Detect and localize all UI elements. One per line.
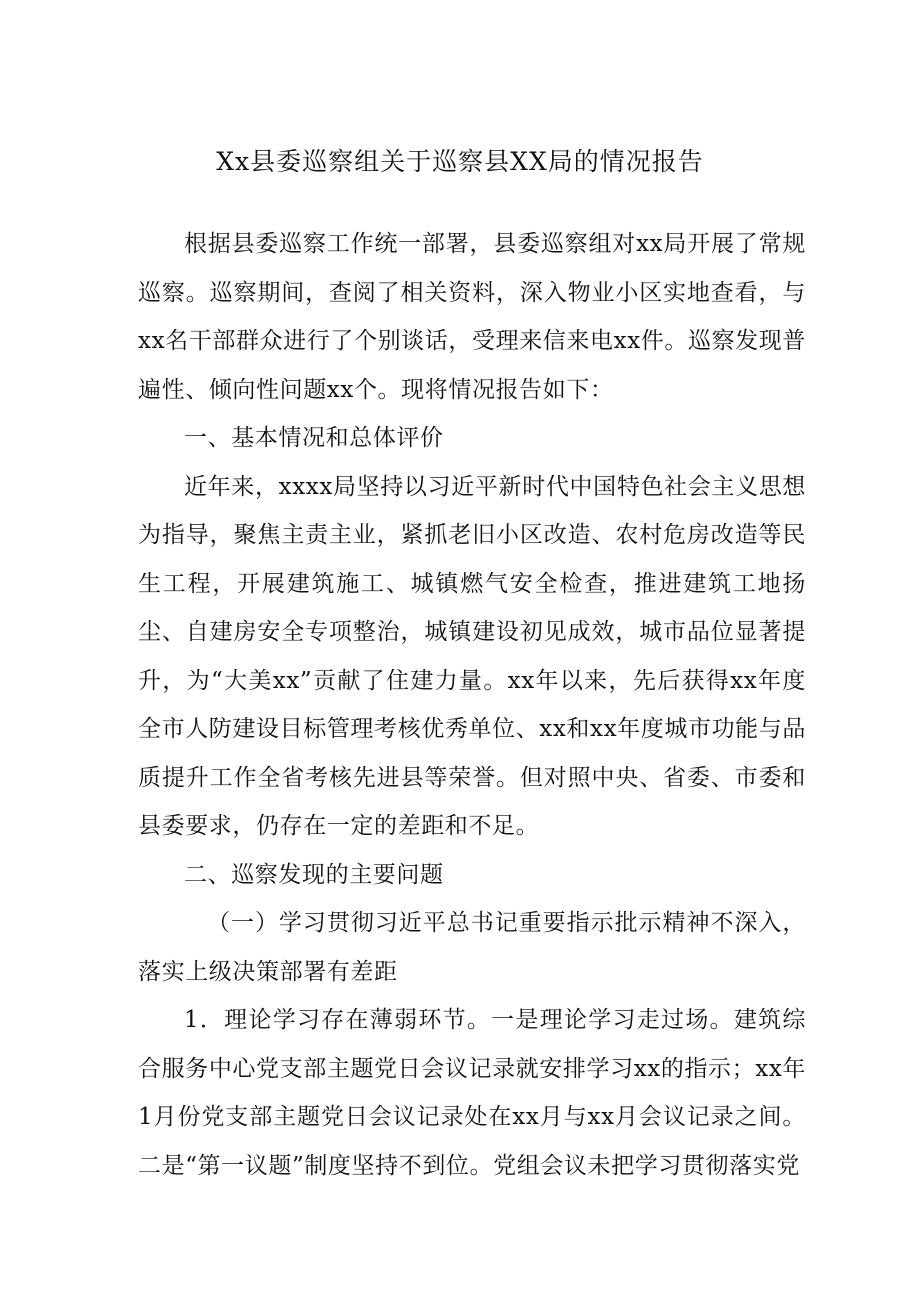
subsection-heading-1: （一）学习贯彻习近平总书记重要指示批示精神不深入，落实上级决策部署有差距 [138,910,806,985]
section-heading-1: 一、基本情况和总体评价 [184,425,444,451]
section-1-paragraph: 近年来，xxxx局坚持以习近平新时代中国特色社会主义思想为指导，聚焦主责主业，紧抓老旧小区改造、农村危房改造等民生工程，开展建筑施工、城镇燃气安全检查，推进建筑工地扬尘、自建房安全专项整治，城镇建设初见成效，城市品位显著提升，为“大美xx”贡献了住建力量。xx年以来，先后获得xx年度全市人防建设目标管理考核优秀单位、xx和xx年度城市功能与品质提升工作全省考核先进县等荣誉。但对照中央、省委、市委和县委要求，仍存在一定的差距和不足。 [138,473,806,839]
intro-paragraph: 根据县委巡察工作统一部署，县委巡察组对xx局开展了常规巡察。巡察期间，查阅了相关资料，深入物业小区实地查看，与xx名干部群众进行了个别谈话，受理来信来电xx件。巡察发现普遍性、倾向性问题xx个。现将情况报告如下： [138,231,806,403]
document-title: Xx县委巡察组关于巡察县XX局的情况报告 [216,147,704,176]
document-body [138,220,806,1190]
section-heading-2: 二、巡察发现的主要问题 [184,861,444,888]
item-1-paragraph: 1．理论学习存在薄弱环节。一是理论学习走过场。建筑综合服务中心党支部主题党日会议记录就安排学习xx的指示；xx年1月份党支部主题党日会议记录处在xx月与xx月会议记录之间。二是“第一议题”制度坚持不到位。党组会议未把学习贯彻落实党 [138,1007,806,1179]
